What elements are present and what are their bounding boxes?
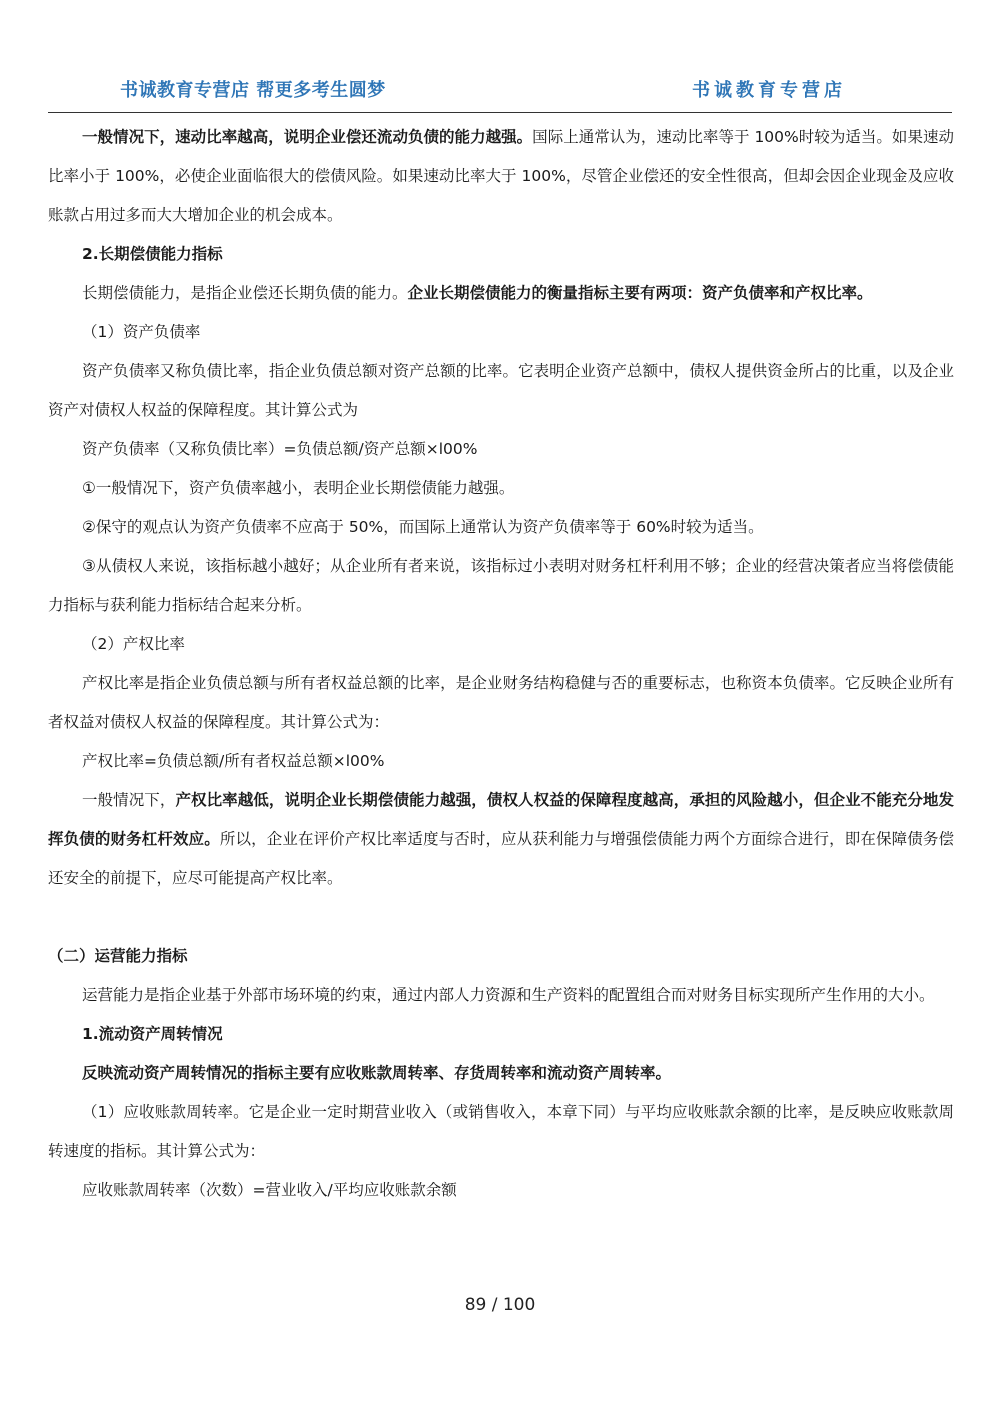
paragraph-current-assets-indicators bbox=[48, 1054, 954, 1093]
heading-equity-ratio: （2）产权比率 bbox=[82, 635, 185, 653]
heading-text: （二）运营能力指标 bbox=[48, 947, 188, 965]
note-3: ③从债权人来说，该指标越小越好；从企业所有者来说，该指标过小表明对财务杠杆利用不够；企业的经营决策者应当将偿债能力指标与获利能力指标结合起来分析。 bbox=[48, 557, 954, 614]
note-1: ①一般情况下，资产负债率越小，表明企业长期偿债能力越强。 bbox=[82, 479, 515, 497]
paragraph-quick-ratio bbox=[48, 118, 954, 235]
heading-operating-capacity bbox=[48, 937, 954, 976]
paragraph-long-term-solvency bbox=[48, 274, 954, 313]
formula-receivables-turnover: 应收账款周转率（次数）=营业收入/平均应收账款余额 bbox=[82, 1181, 457, 1199]
paragraph-receivables-turnover: （1）应收账款周转率。它是企业一定时期营业收入（或销售收入，本章下同）与平均应收账款余额的比率，是反映应收账款周转速度的指标。其计算公式为： bbox=[48, 1103, 954, 1160]
document-body bbox=[48, 118, 954, 1210]
paragraph-debt-ratio: 资产负债率又称负债比率，指企业负债总额对资产总额的比率。它表明企业资产总额中，债权人提供资金所占的比重，以及企业资产对债权人权益的保障程度。其计算公式为 bbox=[48, 362, 954, 419]
heading-debt-ratio: （1）资产负债率 bbox=[82, 323, 201, 341]
bold-text: 一般情况下，速动比率越高，说明企业偿还流动负债的能力越强。 bbox=[82, 128, 533, 146]
spacer bbox=[48, 898, 954, 937]
formula-debt-ratio: 资产负债率（又称负债比率）=负债总额/资产总额×l00% bbox=[82, 440, 478, 458]
note-2: ②保守的观点认为资产负债率不应高于 50%，而国际上通常认为资产负债率等于 60%时较为适当。 bbox=[82, 518, 764, 536]
paragraph-operating-capacity: 运营能力是指企业基于外部市场环境的约束，通过内部人力资源和生产资料的配置组合而对财务目标实现所产生作用的大小。 bbox=[82, 986, 935, 1004]
heading-text: 2.长期偿债能力指标 bbox=[82, 245, 223, 263]
page-header bbox=[48, 72, 952, 113]
text: 一般情况下， bbox=[82, 791, 176, 809]
text: 国际上通常认为，速动比率等于 100%时较为适当。如果速动比率小于 100%，必使企业面临很大的偿债风险。如果速动比率大于 100%，尽管企业偿还的安全性很高，但却会因企业现金及应收账款占用过多而大大增加企业的机会成本。 bbox=[48, 128, 954, 224]
bold-text: 反映流动资产周转情况的指标主要有应收账款周转率、存货周转率和流动资产周转率。 bbox=[82, 1064, 672, 1082]
header-left-title: 书诚教育专营店 帮更多考生圆梦 bbox=[120, 80, 386, 101]
heading-current-assets bbox=[48, 1015, 954, 1054]
text: 所以，企业在评价产权比率适度与否时，应从获利能力与增强偿债能力两个方面综合进行，即在保障债务偿还安全的前提下，应尽可能提高产权比率。 bbox=[48, 830, 954, 887]
page-number: 89 / 100 bbox=[464, 1295, 536, 1315]
paragraph-equity-ratio: 产权比率是指企业负债总额与所有者权益总额的比率，是企业财务结构稳健与否的重要标志，也称资本负债率。它反映企业所有者权益对债权人权益的保障程度。其计算公式为： bbox=[48, 674, 954, 731]
bold-text: 企业长期偿债能力的衡量指标主要有两项：资产负债率和产权比率。 bbox=[407, 284, 873, 302]
header-right-title: 书诚教育专营店 bbox=[692, 80, 846, 101]
formula-equity-ratio: 产权比率=负债总额/所有者权益总额×l00% bbox=[82, 752, 385, 770]
bold-text: 产权比率越低，说明企业长期偿债能力越强，债权人权益的保障程度越高，承担的风险越小，但企业不能充分地发挥负债的财务杠杆效应。 bbox=[48, 791, 954, 848]
heading-long-term-solvency bbox=[48, 235, 954, 274]
paragraph-equity-interpretation bbox=[48, 781, 954, 898]
heading-text: 1.流动资产周转情况 bbox=[82, 1025, 223, 1043]
text: 长期偿债能力，是指企业偿还长期负债的能力。 bbox=[82, 284, 408, 302]
